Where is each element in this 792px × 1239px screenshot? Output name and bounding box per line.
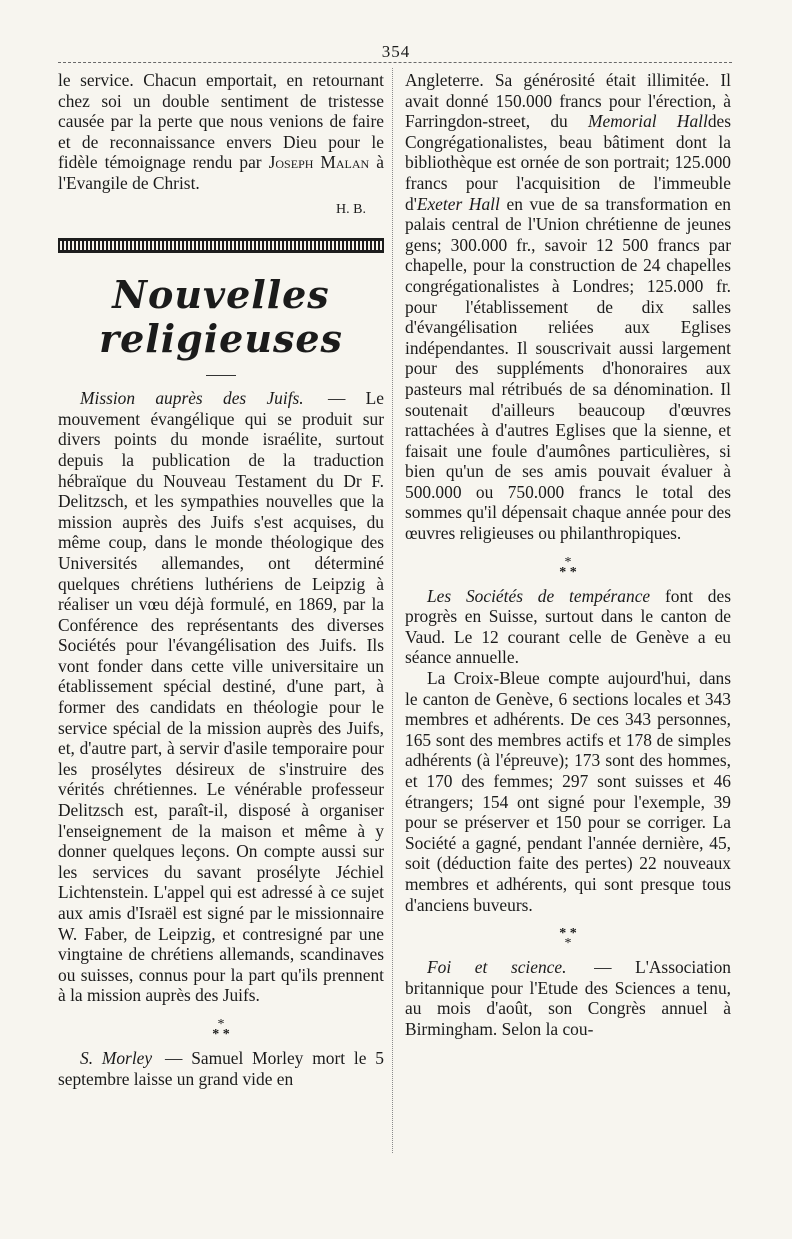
stars-separator: * * *: [559, 926, 577, 952]
foi-science-lede: Foi et science.: [427, 957, 567, 978]
stars-separator: * * *: [212, 1016, 230, 1042]
author-name: Joseph Malan: [268, 152, 370, 173]
temperance-article: Les Sociétés de tempérance font des progrès en Suisse, surtout dans le canton de Vaud. Le 12 courant celle de Genève a eu séance annuelle.: [405, 585, 731, 668]
title-rule: [206, 375, 236, 376]
signature: H. B.: [336, 201, 366, 217]
exeter-hall: Exeter Hall: [416, 193, 500, 214]
section-title: Nouvelles religieuses: [99, 272, 343, 362]
mission-lede: Mission auprès des Juifs.: [80, 388, 304, 409]
column-divider: [392, 68, 393, 1153]
morley-lede: S. Morley: [80, 1047, 153, 1068]
section-divider: [58, 238, 384, 253]
morley-article: S. Morley — Samuel Morley mort le 5 septembre laisse un grand vide en: [58, 1047, 384, 1089]
page-number: 354: [381, 42, 411, 61]
morley-continued: Angleterre. Sa générosité était illimitée. Il avait donné 150.000 francs pour l'érection, à Farringdon-street, du Memorial Halldes Congrégationalistes, beau bâtiment dont la bibliothèque est ornée de son portrait; 125.000 francs pour l'acquisition de l'immeuble d'Exeter Hall en vue de sa transformation en palais central de l'Union chrétienne de jeunes gens; 300.000 fr., savoir 12 500 francs par chapelle, pour la construction de 24 chapelles congrégationalistes à Londres; 125.000 fr. pour l'établissement de dix salles d'évangélisation reliées aux Eglises indépendantes. Il souscrivait aussi largement pour des suppléments d'honoraires aux pasteurs mal rétribués de sa dénomination. Il soutenait d'ailleurs beaucoup d'œuvres rattachées à d'autres Eglises que la sienne, et faisait une foule d'aumônes particulières, si bien qu'un de ses amis pouvait évaluer à 500.000 ou 750.000 francs le total des sommes qu'il dépensait chaque année pour des œuvres religieuses ou philanthropiques.: [405, 70, 731, 544]
croix-bleue-paragraph: La Croix-Bleue compte aujourd'hui, dans le canton de Genève, 6 sections locales et 343 membres et adhérents. De ces 343 personnes, 165 sont des membres actifs et 178 de simples adhérents (à l'épreuve); 173 sont des hommes, et 170 des femmes; 297 sont suisses et 46 étrangers; 154 ont signé pour l'exemple, 39 pour se préserver et 150 pour se corriger. La Société a gagné, pendant l'année dernière, 45, soit (déduction faite des pertes) 22 nouveaux membres et adhérents, qui sont presque tous d'anciens buveurs.: [405, 668, 731, 915]
header-rule: [58, 62, 732, 63]
memorial-hall: Memorial Hall: [588, 111, 708, 132]
mission-article: Mission auprès des Juifs. — Le mouvement évangélique qui se produit sur divers points du monde israélite, surtout depuis la publication de la traduction hébraïque du Nouveau Testament du Dr F. Delitzsch, et les sympathies nouvelles que la mission auprès des Juifs s'est acquises, du même coup, dans le monde théologique des Universités allemandes, ont déterminé quelques chrétiens luthériens de Leipzig à réaliser un vœu déjà formulé, en 1869, par la Conférence des représentants des diverses Sociétés pour l'évangélisation des Juifs. Ils vont fonder dans cette ville universitaire un établissement spécial destiné, d'une part, à former des candidats en théologie pour le service spécial de la mission auprès des Juifs, et, d'autre part, à servir d'asile temporaire pour les prosélytes désireux de s'instruire des vérités chrétiennes. Le vénérable professeur Delitzsch est, paraît-il, disposé à organiser l'enseignement de la maison et même à y donner quelques leçons. On compte aussi sur les services du savant prosélyte Jéchiel Lichtenstein. L'appel qui est adressé à ce sujet aux amis d'Israël est signé par le missionnaire W. Faber, de Leipzig, et contresigné par une vingtaine de chrétiens allemands, scandinaves ou suisses, connus pour la part qu'ils prennent à la mission auprès des Juifs.: [58, 388, 384, 1006]
foi-science-article: Foi et science. — L'Association britannique pour l'Etude des Sciences a tenu, au mois d'août, son Congrès annuel à Birmingham. Selon la cou-: [405, 957, 731, 1039]
obituary-continuation: le service. Chacun emportait, en retournant chez soi un double sentiment de tristesse causée par la perte que nous venions de faire et de reconnaissance envers Dieu pour le fidèle témoignage rendu par Joseph Malan à l'Evangile de Christ.: [58, 70, 384, 193]
left-column: [58, 70, 384, 1089]
right-column: [405, 70, 731, 1040]
temperance-lede: Les Sociétés de tempérance: [427, 585, 651, 606]
stars-separator: * * *: [559, 554, 577, 580]
